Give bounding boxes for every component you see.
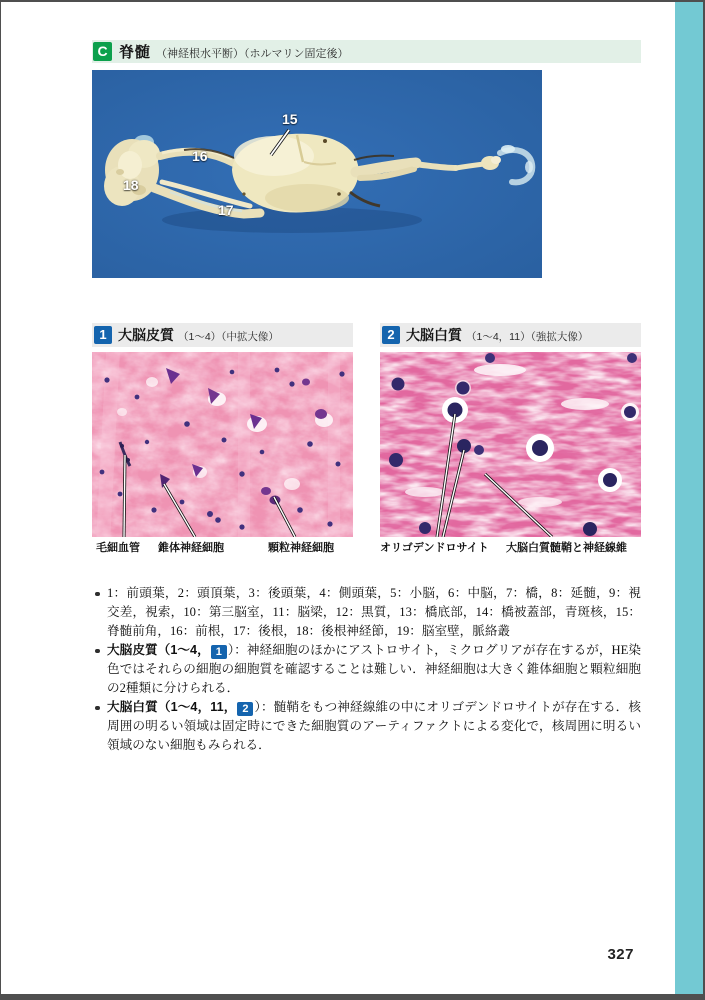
figure-number-badge: 1	[94, 326, 112, 344]
page-edge	[0, 0, 705, 2]
page-edge	[0, 0, 1, 1000]
caption-pyramidal-neuron: 錐体神経細胞	[158, 542, 224, 554]
specimen-label-17: 17	[218, 202, 234, 218]
notes-list	[94, 584, 641, 755]
bullet-icon	[95, 706, 100, 711]
section-subtitle: （神経根水平断）（ホルマリン固定後）	[156, 47, 349, 60]
specimen-label-15: 15	[282, 111, 298, 127]
figure-cortex-captions	[92, 537, 353, 555]
figure-cortex-header	[92, 323, 353, 347]
page-number: 327	[607, 946, 634, 963]
figure-ref-badge: 1	[211, 645, 227, 659]
specimen-label-18: 18	[123, 177, 139, 193]
micrograph-cortex-illustration	[92, 352, 353, 537]
bullet-icon	[95, 592, 100, 597]
caption-oligodendrocyte: オリゴデンドロサイト	[380, 542, 489, 554]
figure-ref-badge: 2	[237, 702, 253, 716]
caption-myelin-nerve-fibers: 大脳白質髄鞘と神経線維	[506, 542, 627, 554]
micrograph-cortex	[92, 352, 353, 537]
note-white-matter: 大脳白質（1〜4，11， 2 ）：髄鞘をもつ神経線維の中にオリゴデンドロサイトが存在する．核周囲の明るい領域は固定時にできた細胞質のアーティファクトによる変化で，核周囲に明るい領域のない細胞もみられる．	[94, 698, 641, 755]
section-badge: C	[93, 42, 112, 61]
figure-number-badge: 2	[382, 326, 400, 344]
bullet-icon	[95, 649, 100, 654]
caption-capillary: 毛細血管	[96, 542, 140, 554]
figure-cortex	[92, 323, 353, 555]
caption-granule-neuron: 顆粒神経細胞	[268, 542, 334, 554]
note-cortex: 大脳皮質（1〜4， 1 ）：神経細胞のほかにアストロサイト，ミクログリアが存在するが，HE染色ではそれらの細胞の細胞質を確認することは難しい．神経細胞は大きく錐体細胞と顆粒細胞の2種類に分けられる．	[94, 641, 641, 698]
specimen-photo	[92, 70, 542, 278]
specimen-illustration	[92, 70, 542, 278]
page-edge	[0, 994, 705, 1000]
specimen-label-16: 16	[192, 148, 208, 164]
figure-white-matter	[380, 323, 641, 555]
figure-subtitle: （1〜4，11）（強拡大像）	[466, 330, 589, 343]
micrograph-white-matter-illustration	[380, 352, 641, 537]
section-title: 脊髄	[119, 44, 152, 61]
chapter-tab-sidebar	[675, 2, 703, 994]
figure-subtitle: （1〜4）（中拡大像）	[178, 330, 279, 343]
figure-white-matter-header	[380, 323, 641, 347]
micrograph-white-matter	[380, 352, 641, 537]
section-header	[92, 40, 641, 63]
note-structure-legend: 1：前頭葉，2：頭頂葉，3：後頭葉，4：側頭葉，5：小脳，6：中脳，7：橋，8：延髄，9：視交差，視索，10：第三脳室，11：脳梁，12：黒質，13：橋底部，14：橋被蓋部，青斑核，15：脊髄前角，16：前根，17：後根，18：後根神経節，19：脳室壁，脈絡叢	[94, 584, 641, 641]
figure-white-matter-captions	[380, 537, 641, 555]
figure-title: 大脳白質	[406, 327, 462, 343]
figure-title: 大脳皮質	[118, 327, 174, 343]
